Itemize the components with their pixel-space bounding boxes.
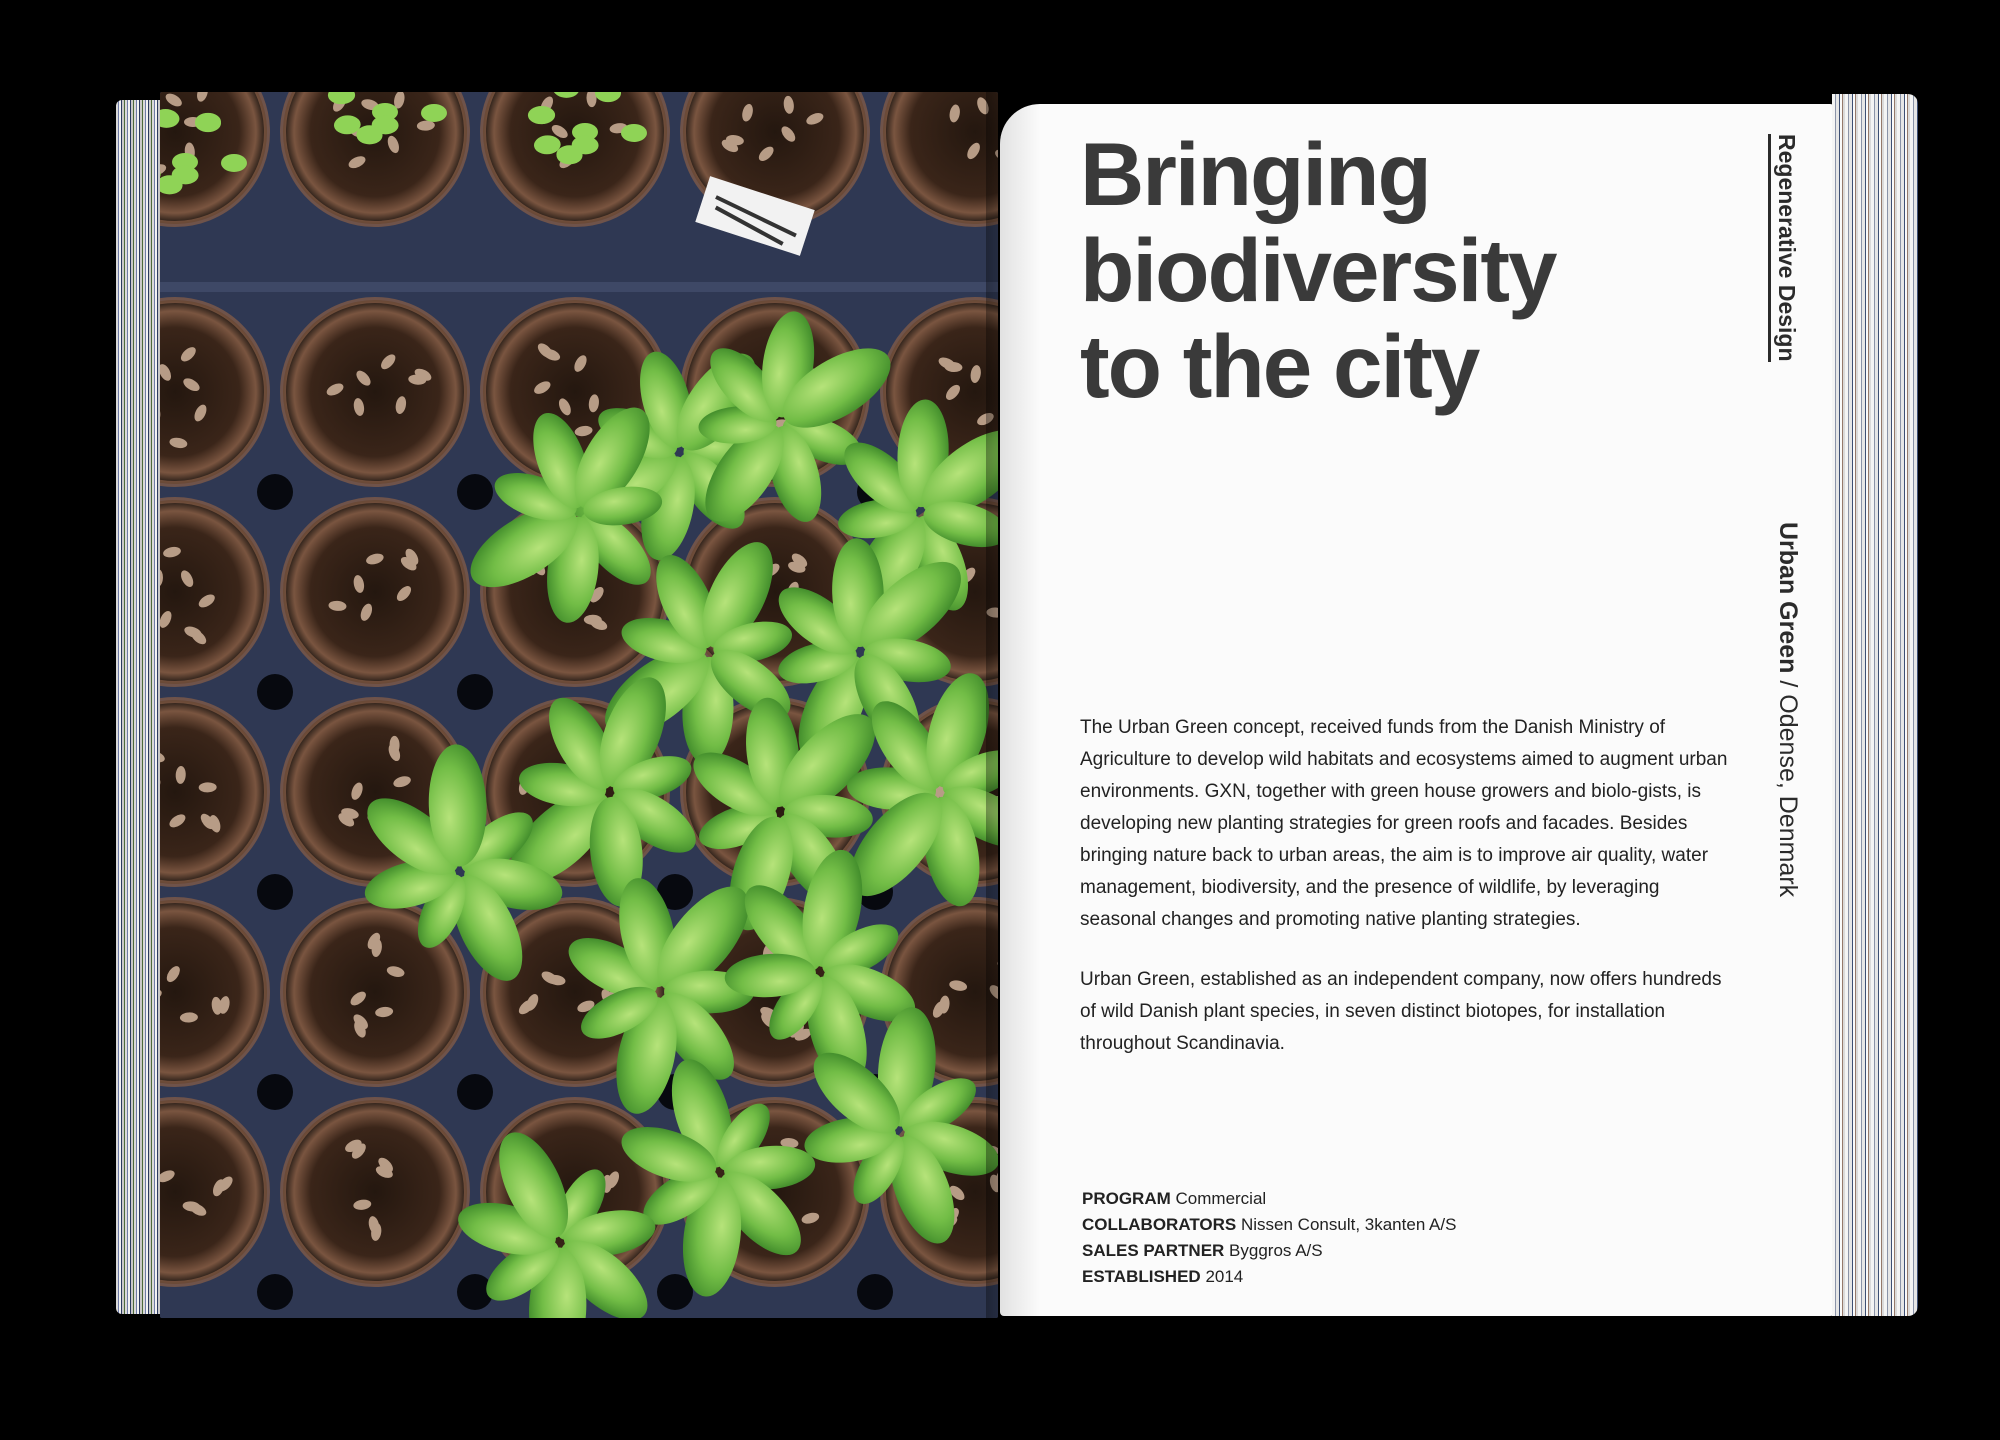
sprout-leaf [421,104,447,122]
body-text [1080,712,1740,1088]
fact-established [1082,1264,1682,1290]
fact-value: 2014 [1205,1267,1244,1286]
tray-hole [457,1074,493,1110]
paragraph-1: The Urban Green concept, received funds from the Danish Ministry of Agriculture to develop wild habitats and ecosystems aimed to augment urban environments. GXN, together with green house growers and biolo-gists, is developing new planting strategies for green roofs and facades. Besides bringing nature back to urban areas, the aim is to improve air quality, water management, biodiversity, and the presence of wildlife, by leveraging seasonal changes and promoting native planting strategies. [1080,717,1728,930]
left-page-edges [116,100,164,1314]
sprout-leaf [556,145,582,163]
seedlings-photo [160,92,998,1318]
seedlings-in-pots-photo [160,92,998,1318]
sprout-leaf [335,115,361,133]
tray-hole [257,1074,293,1110]
fact-sales-partner [1082,1238,1682,1264]
fact-collaborators [1082,1212,1682,1238]
project-name: Urban Green [1774,522,1802,674]
tray-hole [457,674,493,710]
sprout-leaf [221,154,247,172]
sprout-leaf [356,125,382,143]
sprout-leaf [529,106,555,124]
title-line-1: Bringing [1080,124,1430,224]
tray-hole [257,674,293,710]
title-line-3: to the city [1080,316,1479,416]
fact-key: PROGRAM [1082,1189,1171,1208]
tray-hole [257,474,293,510]
fact-program [1082,1186,1682,1212]
right-page [1000,104,1836,1316]
project-location: Odense, Denmark [1774,694,1802,898]
sprout-leaf [195,114,221,132]
project-facts [1082,1186,1682,1290]
fact-key: SALES PARTNER [1082,1241,1225,1260]
tray-hole [257,1274,293,1310]
tray-hole [657,1274,693,1310]
page-title [1080,126,1640,414]
sprout-leaf [535,135,561,153]
fact-key: COLLABORATORS [1082,1215,1237,1234]
fact-value: Byggros A/S [1229,1241,1323,1260]
right-page-edges [1832,94,1918,1316]
sprout-leaf [621,124,647,142]
tray-hole [857,1274,893,1310]
fact-key: ESTABLISHED [1082,1267,1201,1286]
section-label: Regenerative Design [1768,134,1800,362]
fact-value: Nissen Consult, 3kanten A/S [1241,1215,1457,1234]
project-separator: / [1774,673,1802,695]
paragraph-2: Urban Green, established as an independent company, now offers hundreds of wild Danish plant species, in seven distinct biotopes, for installation throughout Scandinavia. [1080,969,1722,1054]
title-line-2: biodiversity [1080,220,1556,320]
tray-hole [257,874,293,910]
project-location-label [1773,522,1802,897]
fact-value: Commercial [1175,1189,1267,1208]
tray-hole [457,474,493,510]
